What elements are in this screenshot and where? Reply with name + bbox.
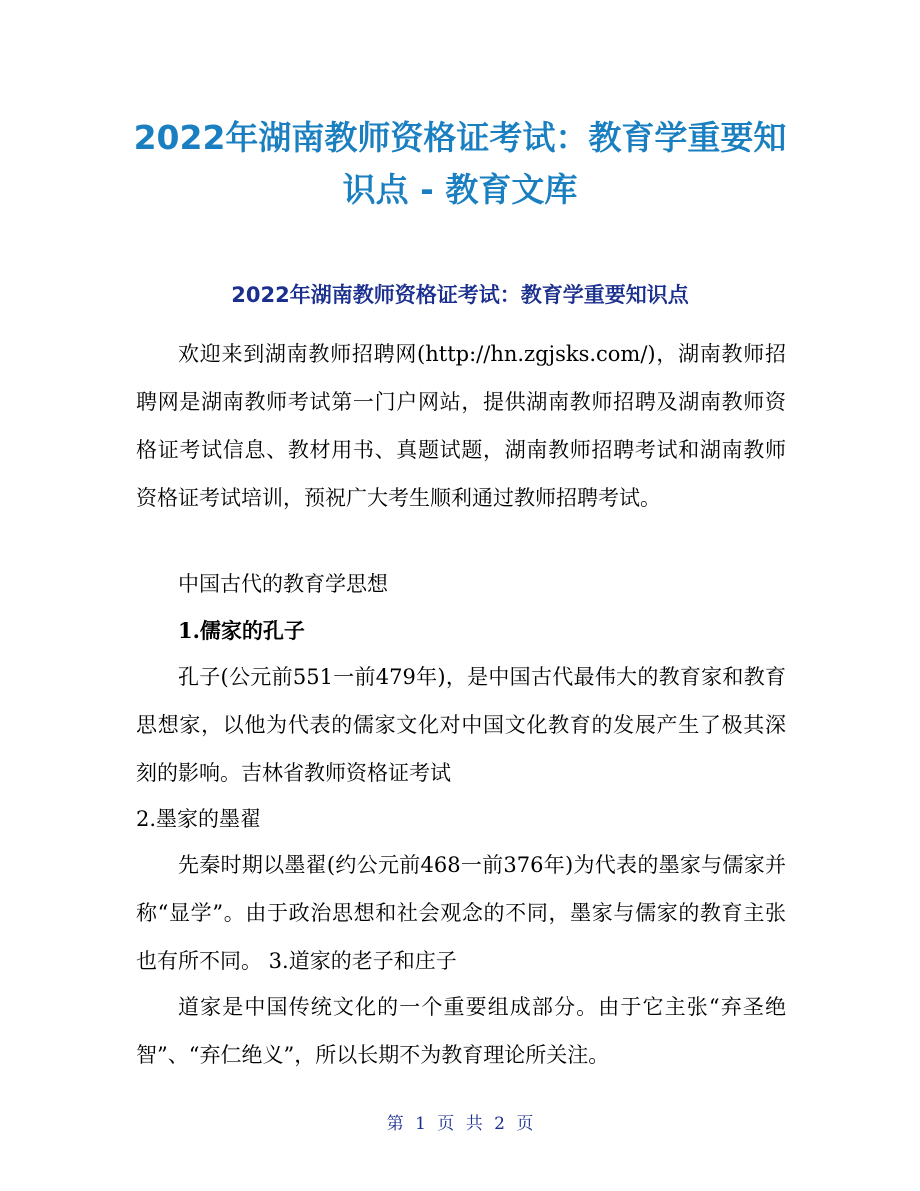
intro-paragraph: 欢迎来到湖南教师招聘网(http://hn.zgjsks.com/)，湖南教师招聘网是湖南教师考试第一门户网站，提供湖南教师招聘及湖南教师资格证考试信息、教材用书、真题试题，湖南教师招聘考试和湖南教师资格证考试培训，预祝广大考生顺利通过教师招聘考试。 [136,342,786,510]
item-heading-confucius: 1.儒家的孔子 [178,618,305,643]
taoism-paragraph: 道家是中国传统文化的一个重要组成部分。由于它主张“弃圣绝智”、“弃仁绝义”，所以长期不为教育理论所关注。 [136,995,786,1067]
item-heading-mozi: 2.墨家的墨翟 [136,807,262,831]
mozi-paragraph: 先秦时期以墨翟(约公元前468一前376年)为代表的墨家与儒家并称“显学”。由于政治思想和社会观念的不同，墨家与儒家的教育主张也有所不同。 3.道家的老子和庄子 [136,853,786,973]
document-subtitle: 2022年湖南教师资格证考试：教育学重要知识点 [231,283,689,307]
page-footer: 第 1 页 共 2 页 [386,1114,534,1134]
section-heading: 中国古代的教育学思想 [178,572,388,596]
confucius-paragraph: 孔子(公元前551一前479年)，是中国古代最伟大的教育家和教育思想家，以他为代表的儒家文化对中国文化教育的发展产生了极其深刻的影响。吉林省教师资格证考试 [136,665,786,785]
page-title: 2022年湖南教师资格证考试：教育学重要知识点 - 教育文库 [133,118,787,209]
